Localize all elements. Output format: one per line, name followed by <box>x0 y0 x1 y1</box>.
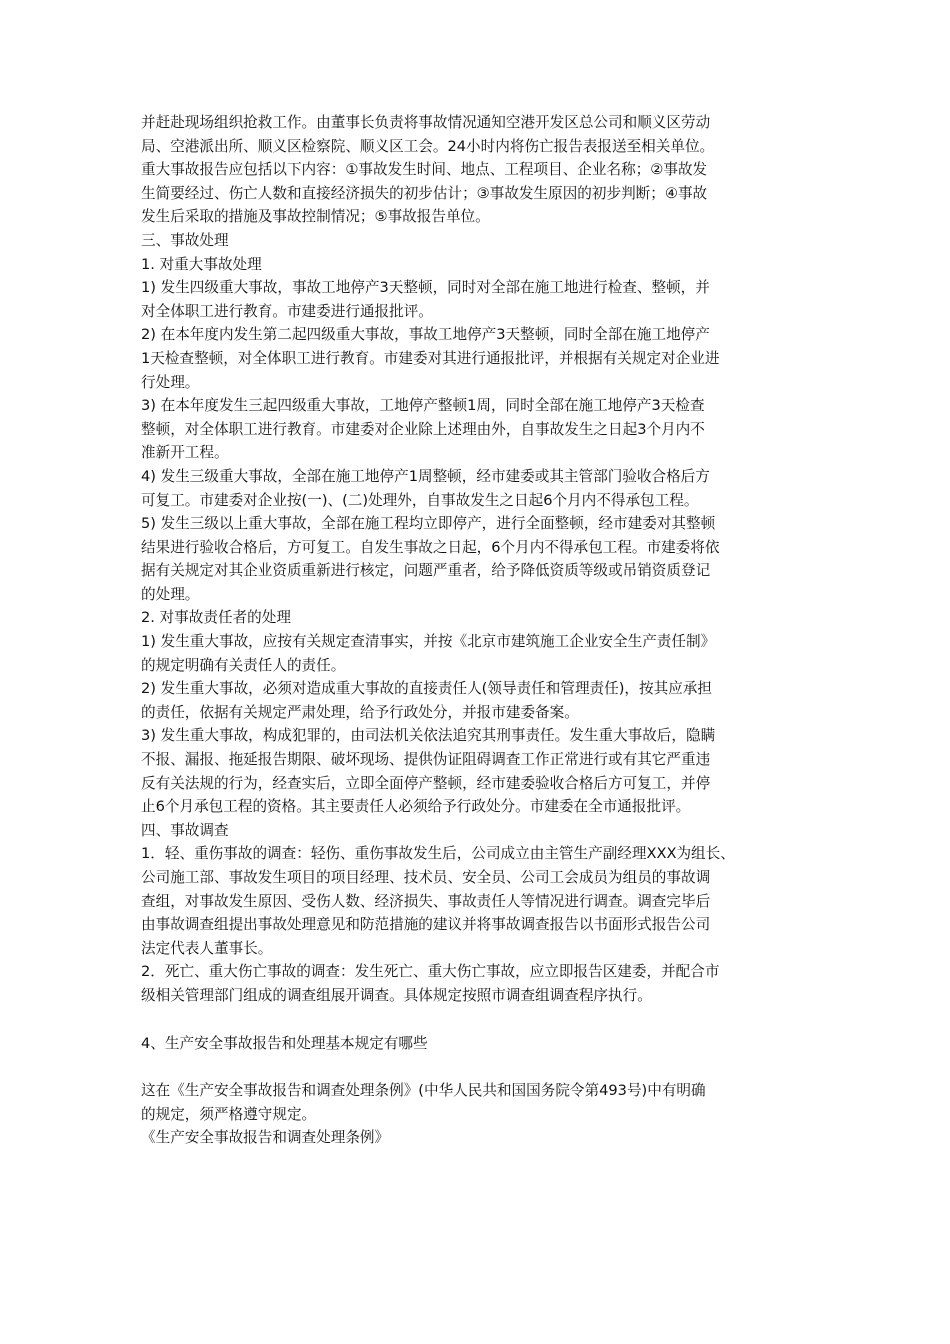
text-line: 5) 发生三级以上重大事故，全部在施工程均立即停产，进行全面整顿，经市建委对其整顿 <box>141 515 716 533</box>
paragraph-gap <box>141 1055 822 1079</box>
text-line: 据有关规定对其企业资质重新进行核定，问题严重者，给予降低资质等级或吊销资质登记 <box>141 562 711 580</box>
text-line: 发生后采取的措施及事故控制情况；⑤事故报告单位。 <box>141 208 490 226</box>
paragraph-gap <box>141 1008 822 1032</box>
text-line: 准新开工程。 <box>141 444 229 462</box>
text-line: 《生产安全事故报告和调查处理条例》 <box>141 1129 390 1147</box>
text-line: 由事故调查组提出事故处理意见和防范措施的建议并将事故调查报告以书面形式报告公司 <box>141 916 711 934</box>
text-line: 级相关管理部门组成的调查组展开调查。具体规定按照市调查组调查程序执行。 <box>141 986 652 1004</box>
text-line: 2．死亡、重大伤亡事故的调查：发生死亡、重大伤亡事故，应立即报告区建委，并配合市 <box>141 963 720 981</box>
text-line: 的规定，须严格遵守规定。 <box>141 1105 317 1123</box>
section-heading: 4、生产安全事故报告和处理基本规定有哪些 <box>141 1034 428 1052</box>
text-line: 法定代表人董事长。 <box>141 939 273 957</box>
text-line: 的处理。 <box>141 585 200 603</box>
text-line: 3) 在本年度发生三起四级重大事故，工地停产整顿1周，同时全部在施工地停产3天检查 <box>141 397 705 415</box>
text-line: 止6个月承包工程的资格。其主要责任人必须给予行政处分。市建委在全市通报批评。 <box>141 798 691 816</box>
text-line: 局、空港派出所、顺义区检察院、顺义区工会。24小时内将伤亡报告表报送至相关单位。 <box>141 137 715 155</box>
document-body <box>141 111 822 1008</box>
text-line: 的责任，依据有关规定严肃处理，给予行政处分，并报市建委备案。 <box>141 703 579 721</box>
text-line: 3) 发生重大事故，构成犯罪的，由司法机关依法追究其刑事责任。发生重大事故后，隐瞒 <box>141 727 716 745</box>
text-line: 4) 发生三级重大事故，全部在施工地停产1周整顿，经市建委或其主管部门验收合格后方 <box>141 467 710 485</box>
text-line: 1. 对重大事故处理 <box>141 255 262 273</box>
text-line: 1．轻、重伤事故的调查：轻伤、重伤事故发生后，公司成立由主管生产副经理XXX为组长、 <box>141 845 735 863</box>
text-line: 1) 发生四级重大事故，事故工地停产3天整顿，同时对全部在施工地进行检查、整顿，并 <box>141 279 710 297</box>
text-line: 1) 发生重大事故，应按有关规定查清事实，并按《北京市建筑施工企业安全生产责任制》 <box>141 633 716 651</box>
text-line: 不报、漏报、拖延报告期限、破坏现场、提供伪证阻碍调查工作正常进行或有其它严重违 <box>141 751 711 769</box>
text-line: 行处理。 <box>141 373 200 391</box>
text-line: 对全体职工进行教育。市建委进行通报批评。 <box>141 302 433 320</box>
text-line: 可复工。市建委对企业按(一)、(二)处理外，自事故发生之日起6个月内不得承包工程。 <box>141 491 699 509</box>
section-body <box>141 1079 822 1150</box>
text-line: 反有关法规的行为，经查实后，立即全面停产整顿，经市建委验收合格后方可复工，并停 <box>141 774 711 792</box>
text-line: 公司施工部、事故发生项目的项目经理、技术员、安全员、公司工会成员为组员的事故调 <box>141 869 711 886</box>
text-line: 查组，对事故发生原因、受伤人数、经济损失、事故责任人等情况进行调查。调查完毕后 <box>141 892 711 910</box>
text-line: 的规定明确有关责任人的责任。 <box>141 656 346 674</box>
text-line: 生简要经过、伤亡人数和直接经济损失的初步估计；③事故发生原因的初步判断；④事故 <box>141 184 708 202</box>
text-line: 这在《生产安全事故报告和调查处理条例》(中华人民共和国国务院令第493号)中有明确 <box>141 1082 706 1100</box>
text-line: 1天检查整顿，对全体职工进行教育。市建委对其进行通报批评，并根据有关规定对企业进 <box>141 349 720 367</box>
text-line: 并赶赴现场组织抢救工作。由董事长负责将事故情况通知空港开发区总公司和顺义区劳动 <box>141 114 711 131</box>
text-line: 2. 对事故责任者的处理 <box>141 609 291 627</box>
text-line: 重大事故报告应包括以下内容：①事故发生时间、地点、工程项目、企业名称；②事故发 <box>141 161 708 179</box>
text-line: 四、事故调查 <box>141 821 229 839</box>
text-line: 结果进行验收合格后，方可复工。自发生事故之日起，6个月内不得承包工程。市建委将依 <box>141 538 720 556</box>
text-line: 2) 在本年度内发生第二起四级重大事故，事故工地停产3天整顿，同时全部在施工地停产 <box>141 326 710 344</box>
text-line: 三、事故处理 <box>141 231 229 249</box>
text-line: 整顿，对全体职工进行教育。市建委对企业除上述理由外，自事故发生之日起3个月内不 <box>141 420 705 438</box>
text-line: 2) 发生重大事故，必须对造成重大事故的直接责任人(领导责任和管理责任)，按其应承担 <box>141 680 712 698</box>
